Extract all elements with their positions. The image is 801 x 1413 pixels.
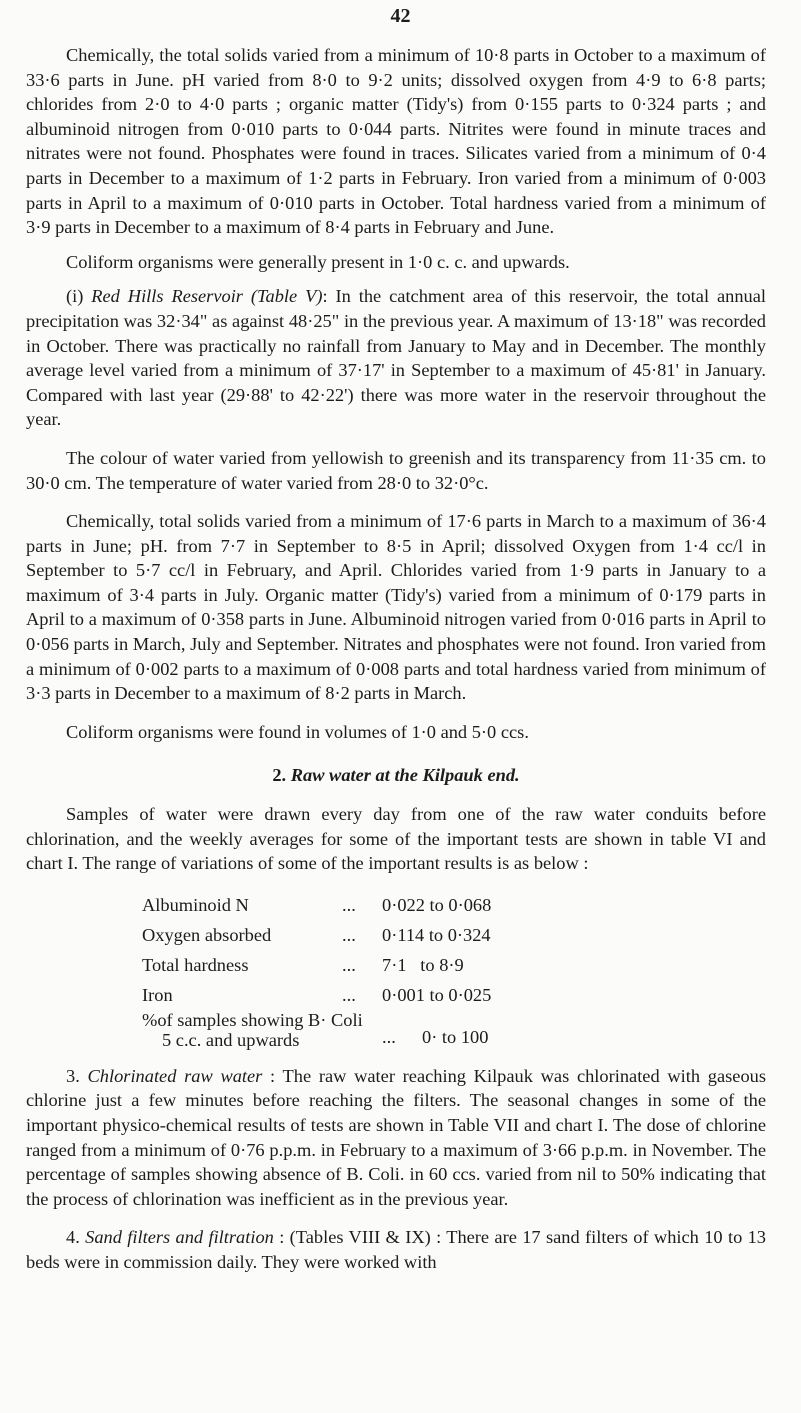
range-value: 0·114 to 0·324	[382, 924, 491, 945]
range-label: Total hardness	[142, 954, 249, 975]
page-number: 42	[390, 5, 411, 27]
range-label: Iron	[142, 984, 173, 1005]
range-value-coli: 0· to 100	[422, 1027, 489, 1048]
range-value: 0·001 to 0·025	[382, 984, 492, 1005]
range-row	[142, 920, 702, 950]
paragraph-prefix: (i)	[66, 286, 92, 307]
page-content	[26, 43, 766, 1275]
range-row	[142, 890, 702, 920]
range-dots: ...	[342, 924, 356, 945]
range-value: 0·022 to 0·068	[382, 894, 492, 915]
range-dots: ...	[382, 1027, 396, 1048]
sand-filters-title: Sand filters and filtration	[85, 1227, 274, 1248]
paragraph-body: : The raw water reaching Kilpauk was chlorinated with gaseous chlorine just a few minutes before reaching the filters. The seasonal changes in some of the important physico-chemical results of tests are shown in Table VII and chart I. The dose of chlorine ranged from a minimum of 0·76 p.p.m. in February to a maximum of 3·66 p.p.m. in November. The percentage of samples showing absence of B. Coli. in 60 ccs. varied from nil to 50% indicating that the process of chlorination was inefficient as in the previous year.	[26, 1065, 767, 1209]
range-value: 7·1 to 8·9	[382, 954, 464, 975]
range-dots: ...	[342, 954, 356, 975]
paragraph-prefix: 3.	[66, 1065, 88, 1086]
chlorinated-title: Chlorinated raw water	[87, 1065, 263, 1086]
ranges-table	[142, 890, 702, 1050]
range-label: Albuminoid N	[142, 894, 249, 915]
range-label-coli-line2: 5 c.c. and upwards	[162, 1029, 300, 1050]
range-row-coli	[142, 1010, 702, 1050]
paragraph-chemical-results: Chemically, the total solids varied from a minimum of 10·8 parts in October to a maximum of 33·6 parts in June. pH varied from 8·0 to 9·2 units; dissolved oxygen from 4·9 to 6·8 parts; chlorides from 2·0 to 4·0 parts ; organic matter (Tidy's) from 0·155 parts to 0·324 parts ; and albuminoid nitrogen from 0·010 parts to 0·044 parts. Nitrites were found in minute traces and nitrates were not found. Phosphates were found in traces. Silicates varied from a minimum of 0·4 parts in December to a maximum of 1·2 parts in February. Iron varied from a minimum of 0·003 parts in April to a maximum of 0·010 parts in October. Total hardness varied from a minimum of 3·9 parts in December to a maximum of 8·4 parts in February and June.	[26, 45, 766, 238]
paragraph-raw-water-samples: Samples of water were drawn every day from one of the raw water conduits before chlorination, and the weekly averages for some of the important tests are shown in table VI and chart I. The range of variations of some of the important results is as below :	[26, 804, 766, 874]
range-row	[142, 980, 702, 1010]
range-label-coli	[142, 1010, 380, 1050]
range-label: Oxygen absorbed	[142, 924, 272, 945]
red-hills-title: Red Hills Reservoir (Table V)	[91, 286, 323, 307]
section-heading	[26, 763, 766, 788]
paragraph-chlorinated-raw-water	[26, 1064, 766, 1212]
paragraph-red-hills-reservoir	[26, 284, 766, 432]
paragraph-coliform-1: Coliform organisms were generally present in 1·0 c. c. and upwards.	[66, 251, 570, 272]
range-row	[142, 950, 702, 980]
range-label-coli-line1: %of samples showing B· Coli	[142, 1009, 363, 1030]
section-title: Raw water at the Kilpauk end.	[290, 765, 520, 786]
range-dots: ...	[342, 984, 356, 1005]
paragraph-body: : In the catchment area of this reservoir, the total annual precipitation was 32·34" as against 48·25" in the previous year. A maximum of 13·18" was recorded in October. There was practically no rainfall from January to May and in December. The monthly average level varied from a minimum of 37·17' in September to a maximum of 45·81' in January. Compared with last year (29·88' to 42·22') there was more water in the reservoir throughout the year.	[26, 286, 766, 430]
paragraph-chemical-reservoir: Chemically, total solids varied from a minimum of 17·6 parts in March to a maximum of 36·4 parts in June; pH. from 7·7 in September to 8·5 in April; dissolved Oxygen from 1·4 cc/l in September to 5·7 cc/l in February, and April. Chlorides varied from 1·9 parts in January to a maximum of 3·4 parts in July. Organic matter (Tidy's) varied from a minimum of 0·179 parts in April to a maximum of 0·358 parts in June. Albuminoid nitrogen varied from 0·016 parts in April to 0·056 parts in March, July and September. Nitrates and phosphates were not found. Iron varied from a minimum of 0·002 parts to a maximum of 0·008 parts and total hardness varied from minimum of 3·3 parts in December to a maximum of 8·2 parts in March.	[26, 511, 766, 704]
paragraph-colour-transparency: The colour of water varied from yellowish to greenish and its transparency from 11·35 cm. to 30·0 cm. The temperature of water varied from 28·0 to 32·0°c.	[26, 447, 766, 493]
paragraph-body: : (Tables VIII & IX) : There are 17 sand filters of which 10 to 13 beds were in commission daily. They were worked with	[26, 1227, 767, 1272]
paragraph-coliform-2: Coliform organisms were found in volumes of 1·0 and 5·0 ccs.	[66, 721, 529, 742]
paragraph-prefix: 4.	[66, 1227, 86, 1248]
range-dots: ...	[342, 894, 356, 915]
section-number: 2.	[272, 765, 291, 786]
paragraph-sand-filters	[26, 1225, 766, 1274]
